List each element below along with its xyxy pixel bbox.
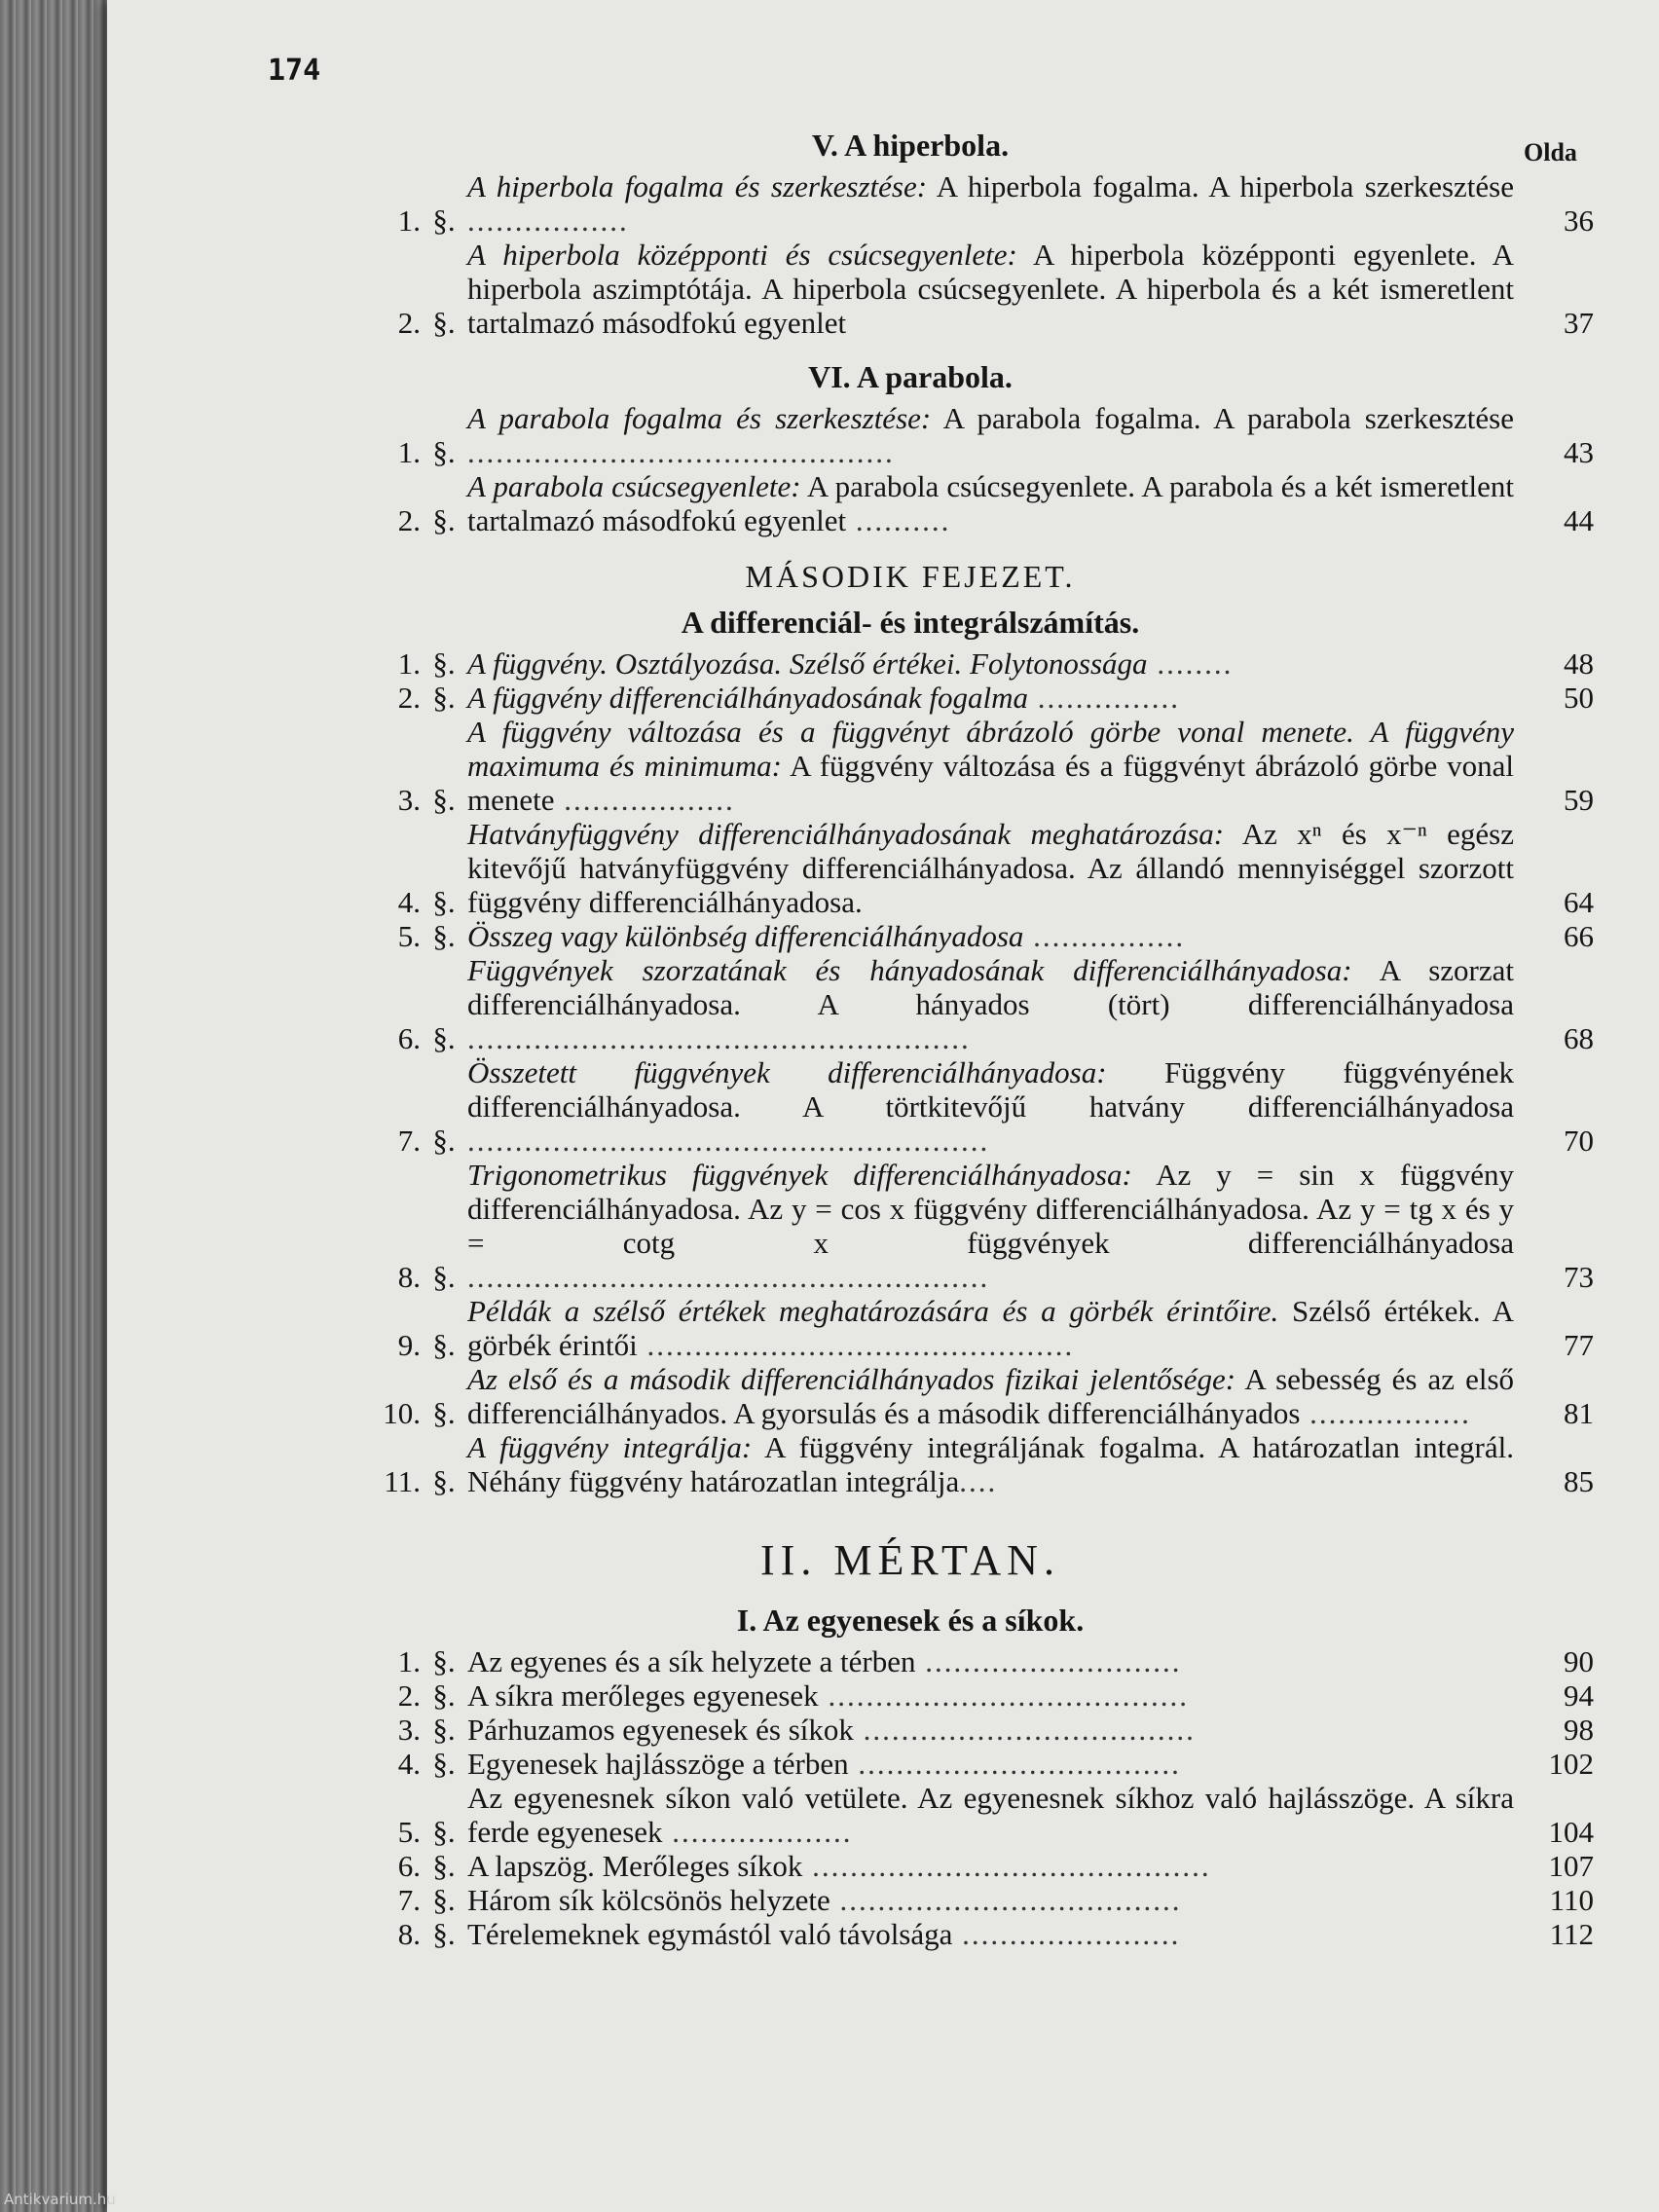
toc-entry <box>370 817 1597 919</box>
entry-number: 1. <box>397 1644 421 1678</box>
entry-page-number: 68 <box>1564 1021 1594 1055</box>
leader-dots: .... <box>959 1464 998 1498</box>
entry-number: 7. <box>397 1883 421 1917</box>
toc-entry <box>370 681 1597 715</box>
entry-italic-title: A függvény integrálja: <box>467 1430 753 1464</box>
entry-italic-title: Összeg vagy különbség differenciálhányadosa <box>467 919 1024 953</box>
entry-number: 6. <box>397 1849 421 1883</box>
entry-description: A sebesség és az első differenciálhányados. A gyorsulás és a második differenciálhányados <box>467 1362 1515 1430</box>
section-sign: §. <box>432 681 456 715</box>
entry-number: 6. <box>397 1021 421 1055</box>
entry-number: 1. <box>397 646 421 681</box>
entry-italic-title: A hiperbola fogalma és szerkesztése: <box>467 169 928 203</box>
entry-description: Az egyenesnek síkon való vetülete. Az egyenesnek síkhoz való hajlásszöge. A síkra ferde egyenesek <box>467 1781 1514 1849</box>
leader-dots: ............................................. <box>467 435 895 469</box>
entry-italic-title: A hiperbola középponti és csúcsegyenlete: <box>467 238 1017 272</box>
toc-entry <box>370 953 1597 1055</box>
section-sign: §. <box>432 306 456 340</box>
entry-description: Párhuzamos egyenesek és síkok <box>467 1713 854 1747</box>
entry-text <box>467 715 1514 817</box>
entry-description: A síkra merőleges egyenesek <box>467 1678 819 1713</box>
entry-number: 2. <box>397 1678 421 1713</box>
entry-text <box>467 1294 1514 1362</box>
entry-description: A hiperbola középponti egyenlete. A hiperbola aszimptótája. A hiperbola csúcsegyenlete. A hiperbola és a két ismeretlent tartalmazó másodfokú egyenlet <box>467 238 1514 340</box>
entry-text <box>467 469 1514 537</box>
entry-list <box>370 401 1597 537</box>
leader-dots: ................. <box>1300 1396 1471 1430</box>
section-sign: §. <box>432 1124 456 1158</box>
entry-page-number: 73 <box>1564 1260 1594 1294</box>
entry-page-number: 112 <box>1549 1917 1594 1951</box>
entry-text <box>467 1362 1514 1430</box>
entry-description: Függvény függvényének differenciálhányadosa. A törtkitevőjű hatvány differenciálhányadosa <box>467 1055 1514 1124</box>
entry-text <box>467 1883 1514 1917</box>
watermark: Antikvarium.hu <box>4 2191 116 2208</box>
entry-text <box>467 953 1514 1055</box>
leader-dots: ................................... <box>853 1713 1196 1747</box>
section-sign: §. <box>432 1396 456 1430</box>
entry-description: A lapszög. Merőleges síkok <box>467 1849 803 1883</box>
page-column-label: Olda <box>1524 138 1577 166</box>
entry-number: 1. <box>397 203 421 238</box>
leader-dots: .......................................... <box>802 1849 1211 1883</box>
section-sign: §. <box>432 1644 456 1678</box>
toc-entry <box>370 646 1597 681</box>
entry-text <box>467 169 1514 238</box>
section-hiperbola <box>370 122 1597 340</box>
section-sign: §. <box>432 1464 456 1498</box>
entry-description: Három sík kölcsönös helyzete <box>467 1883 830 1917</box>
entry-text <box>467 401 1514 469</box>
entry-italic-title: Példák a szélső értékek meghatározására és a görbék érintőire. <box>467 1294 1279 1328</box>
entry-page-number: 104 <box>1548 1815 1594 1849</box>
entry-description: A parabola csúcsegyenlete. A parabola és a két ismeretlent tartalmazó másodfokú egyenlet <box>467 469 1515 537</box>
entry-text <box>467 1781 1514 1849</box>
toc-entry <box>370 1883 1597 1917</box>
entry-number: 2. <box>397 681 421 715</box>
toc-entry <box>370 1158 1597 1294</box>
entry-page-number: 81 <box>1564 1396 1594 1430</box>
chapter-title: A differenciál- és integrálszámítás. <box>681 605 1140 640</box>
toc-entry <box>370 1781 1597 1849</box>
leader-dots: .......... <box>846 503 951 537</box>
entry-number: 8. <box>397 1917 421 1951</box>
toc-entry <box>370 1849 1597 1883</box>
entry-number: 3. <box>397 1713 421 1747</box>
entry-description: A hiperbola fogalma. A hiperbola szerkesztése <box>927 169 1514 203</box>
entry-list <box>370 646 1597 1498</box>
entry-text <box>467 1678 1514 1713</box>
entry-number: 10. <box>383 1396 421 1430</box>
leader-dots: ............................................. <box>637 1328 1075 1362</box>
entry-italic-title: Trigonometrikus függvények differenciálhányadosa: <box>467 1158 1132 1192</box>
entry-description: Az xⁿ és x⁻ⁿ egész kitevőjű hatványfüggvény differenciálhányadosa. Az állandó mennyiséggel szorzott függvény differenciálhányadosa. <box>467 817 1514 919</box>
chapter-heading: MÁSODIK FEJEZET. <box>745 559 1076 594</box>
section-sign: §. <box>432 1678 456 1713</box>
toc-entry <box>370 469 1597 537</box>
entry-text <box>467 1917 1514 1951</box>
toc-entry <box>370 1644 1597 1678</box>
entry-page-number: 70 <box>1564 1124 1594 1158</box>
leader-dots: .................................. <box>848 1747 1181 1781</box>
entry-text <box>467 919 1514 953</box>
section-sign: §. <box>432 646 456 681</box>
toc-entry <box>370 1678 1597 1713</box>
entry-number: 11. <box>384 1464 421 1498</box>
section-title: VI. A parabola. <box>808 359 1013 394</box>
entry-text <box>467 238 1514 340</box>
section-sign: §. <box>432 783 456 817</box>
entry-page-number: 85 <box>1564 1464 1594 1498</box>
toc-content <box>370 122 1597 1951</box>
entry-number: 2. <box>397 306 421 340</box>
toc-entry <box>370 919 1597 953</box>
leader-dots: ........ <box>1147 646 1234 681</box>
section-sign: §. <box>432 1713 456 1747</box>
leader-dots: ...................................... <box>818 1678 1189 1713</box>
book-edge-stack <box>0 0 117 2212</box>
toc-entry <box>370 1747 1597 1781</box>
entry-number: 4. <box>397 1747 421 1781</box>
entry-italic-title: Függvények szorzatának és hányadosának differenciálhányadosa: <box>467 953 1352 987</box>
entry-description: Szélső értékek. A görbék érintői <box>467 1294 1514 1362</box>
entry-page-number: 90 <box>1564 1644 1594 1678</box>
entry-description: A függvény integráljának fogalma. A határozatlan integrál. Néhány függvény határozatlan integrálja <box>467 1430 1514 1498</box>
toc-entry <box>370 169 1597 238</box>
entry-number: 7. <box>397 1124 421 1158</box>
entry-number: 1. <box>397 435 421 469</box>
part-heading: II. MÉRTAN. <box>760 1536 1060 1584</box>
section-sign: §. <box>432 503 456 537</box>
entry-page-number: 98 <box>1564 1713 1594 1747</box>
entry-number: 5. <box>397 1815 421 1849</box>
toc-entry <box>370 238 1597 340</box>
leader-dots: ................. <box>467 203 629 238</box>
entry-italic-title: A függvény változása és a függvényt ábrázoló görbe vonal menete. A függvény maximuma és minimuma: <box>467 715 1514 783</box>
leader-dots: ....................................................... <box>467 1260 990 1294</box>
entry-number: 4. <box>397 885 421 919</box>
entry-description: Térelemeknek egymástól való távolsága <box>467 1917 953 1951</box>
toc-entry <box>370 1294 1597 1362</box>
section-sign: §. <box>432 885 456 919</box>
entry-page-number: 37 <box>1564 306 1594 340</box>
leader-dots: ..................................................... <box>467 1021 971 1055</box>
entry-italic-title: Hatványfüggvény differenciálhányadosának meghatározása: <box>467 817 1225 851</box>
entry-description: Az y = sin x függvény differenciálhányadosa. Az y = cos x függvény differenciálhányadosa. Az y = tg x és y = cotg x függvények differenciálhányadosa <box>467 1158 1514 1260</box>
toc-entry <box>370 1055 1597 1158</box>
entry-description: Egyenesek hajlásszöge a térben <box>467 1747 849 1781</box>
entry-page-number: 102 <box>1548 1747 1594 1781</box>
entry-italic-title: A parabola fogalma és szerkesztése: <box>467 401 932 435</box>
section-sign: §. <box>432 1917 456 1951</box>
entry-italic-title: Összetett függvények differenciálhányadosa: <box>467 1055 1107 1089</box>
leader-dots: ....................................................... <box>467 1124 990 1158</box>
entry-text <box>467 1713 1514 1747</box>
entry-page-number: 43 <box>1564 435 1594 469</box>
toc-entry <box>370 1917 1597 1951</box>
section-sign: §. <box>432 203 456 238</box>
entry-page-number: 110 <box>1549 1883 1594 1917</box>
entry-italic-title: A parabola csúcsegyenlete: <box>467 469 801 503</box>
entry-italic-title: A függvény. Osztályozása. Szélső értékei. Folytonossága <box>467 646 1148 681</box>
entry-list <box>370 169 1597 340</box>
leader-dots: .................................... <box>830 1883 1182 1917</box>
entry-text <box>467 1644 1514 1678</box>
entry-description: A parabola fogalma. A parabola szerkesztése <box>931 401 1514 435</box>
leader-dots: ................... <box>662 1815 853 1849</box>
entry-page-number: 107 <box>1548 1849 1594 1883</box>
section-title: V. A hiperbola. <box>811 128 1010 163</box>
entry-number: 3. <box>397 783 421 817</box>
entry-description: A szorzat differenciálhányadosa. A hányados (tört) differenciálhányadosa <box>467 953 1514 1021</box>
entry-page-number: 59 <box>1564 783 1594 817</box>
entry-italic-title: Az első és a második differenciálhányados fizikai jelentősége: <box>467 1362 1236 1396</box>
leader-dots: ................ <box>1023 919 1186 953</box>
toc-entry <box>370 1713 1597 1747</box>
entry-page-number: 44 <box>1564 503 1594 537</box>
entry-page-number: 64 <box>1564 885 1594 919</box>
entry-description: Az egyenes és a sík helyzete a térben <box>467 1644 916 1678</box>
entry-text <box>467 681 1514 715</box>
toc-entry <box>370 1430 1597 1498</box>
toc-entry <box>370 715 1597 817</box>
leader-dots: ........................... <box>915 1644 1182 1678</box>
entry-text <box>467 1849 1514 1883</box>
entry-description: A függvény változása és a függvényt ábrázoló görbe vonal menete <box>467 749 1514 817</box>
entry-number: 2. <box>397 503 421 537</box>
section-sign: §. <box>432 1021 456 1055</box>
section-sign: §. <box>432 435 456 469</box>
section-sign: §. <box>432 1883 456 1917</box>
section-sign: §. <box>432 1849 456 1883</box>
page-number: 174 <box>268 54 321 88</box>
entry-text <box>467 817 1514 919</box>
section-parabola <box>370 353 1597 537</box>
section-sign: §. <box>432 1815 456 1849</box>
entry-number: 9. <box>397 1328 421 1362</box>
entry-page-number: 50 <box>1564 681 1594 715</box>
entry-text <box>467 1055 1514 1158</box>
section-sign: §. <box>432 1328 456 1362</box>
entry-list <box>370 1644 1597 1951</box>
entry-text <box>467 646 1514 681</box>
entry-page-number: 77 <box>1564 1328 1594 1362</box>
section-sign: §. <box>432 1260 456 1294</box>
entry-number: 8. <box>397 1260 421 1294</box>
entry-text <box>467 1430 1514 1498</box>
entry-text <box>467 1158 1514 1294</box>
toc-entry <box>370 1362 1597 1430</box>
leader-dots: .................. <box>554 783 735 817</box>
entry-page-number: 48 <box>1564 646 1594 681</box>
entry-page-number: 94 <box>1564 1678 1594 1713</box>
entry-text <box>467 1747 1514 1781</box>
leader-dots: ....................... <box>952 1917 1181 1951</box>
entry-page-number: 36 <box>1564 203 1594 238</box>
leader-dots: ............... <box>1027 681 1180 715</box>
toc-entry <box>370 401 1597 469</box>
entry-number: 5. <box>397 919 421 953</box>
entry-page-number: 66 <box>1564 919 1594 953</box>
section-sign: §. <box>432 1747 456 1781</box>
section-sign: §. <box>432 919 456 953</box>
part-title: I. Az egyenesek és a síkok. <box>736 1603 1085 1638</box>
entry-italic-title: A függvény differenciálhányadosának fogalma <box>467 681 1028 715</box>
